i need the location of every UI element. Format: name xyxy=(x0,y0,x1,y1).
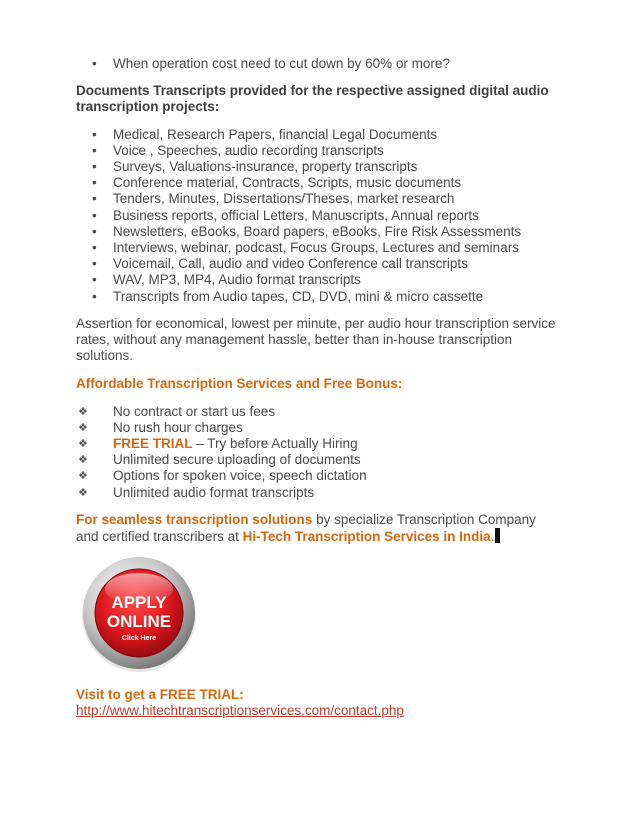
seamless-middle-text: by specialize Transcription Company and certified transcribers at xyxy=(76,511,536,545)
list-item-text: Surveys, Valuations-insurance, property transcripts xyxy=(113,159,418,175)
list-item-text: Business reports, official Letters, Manuscripts, Annual reports xyxy=(113,207,479,223)
bonus-item-text: No rush hour charges xyxy=(113,419,243,435)
list-item-text: Transcripts from Audio tapes, CD, DVD, mini & micro cassette xyxy=(113,288,484,304)
bonus-item xyxy=(76,452,556,468)
list-item xyxy=(76,240,556,256)
bullet-icon: • xyxy=(92,126,97,142)
bullet-icon: • xyxy=(92,240,97,256)
list-item xyxy=(76,127,556,143)
link-line xyxy=(76,703,556,719)
list-item-text: When operation cost need to cut down by 60% or more? xyxy=(113,56,450,71)
diamond-bullet-icon: ❖ xyxy=(78,405,88,418)
seamless-paragraph xyxy=(76,512,556,545)
bullet-icon: • xyxy=(92,56,97,71)
documents-bullet-list xyxy=(76,127,556,305)
bullet-icon: • xyxy=(92,207,97,223)
documents-heading: Documents Transcripts provided for the respective assigned digital audio transcription projects: xyxy=(76,83,549,115)
list-item xyxy=(76,272,556,288)
list-item xyxy=(76,143,556,159)
list-item xyxy=(76,256,556,272)
diamond-bullet-icon: ❖ xyxy=(78,486,88,499)
bonus-item xyxy=(76,404,556,420)
list-item xyxy=(76,208,556,224)
bonus-item-text: Options for spoken voice, speech dictation xyxy=(113,468,367,484)
bonus-item-text: Unlimited secure uploading of documents xyxy=(113,452,361,468)
list-item xyxy=(76,191,556,207)
click-here-text: Click Here xyxy=(121,635,157,643)
bonus-item xyxy=(76,436,556,452)
bullet-icon: • xyxy=(92,272,97,288)
contact-link[interactable]: http://www.hitechtranscriptionservices.com/contact.php xyxy=(76,703,404,719)
list-item-text: Medical, Research Papers, financial Legal Documents xyxy=(113,126,438,142)
document-page xyxy=(76,56,556,720)
bonus-item xyxy=(76,420,556,436)
diamond-bullet-icon: ❖ xyxy=(78,470,88,483)
bullet-icon: • xyxy=(92,256,97,272)
bonus-item xyxy=(76,485,556,501)
assertion-paragraph: Assertion for economical, lowest per minute, per audio hour transcription service rates, without any management hassle, better than in-house transcription solutions. xyxy=(76,315,556,364)
list-item xyxy=(76,224,556,240)
list-item-text: Newsletters, eBooks, Board papers, eBooks, Fire Risk Assessments xyxy=(113,223,522,239)
bonus-item-text: Unlimited audio format transcripts xyxy=(113,484,315,500)
bullet-icon: • xyxy=(92,191,97,207)
list-item-text: WAV, MP3, MP4, Audio format transcripts xyxy=(113,272,361,288)
seamless-end: . xyxy=(490,529,495,545)
seamless-bold-text: For seamless transcription solutions xyxy=(76,511,313,527)
list-item-text: Interviews, webinar, podcast, Focus Groups, Lectures and seminars xyxy=(113,240,519,256)
bullet-icon: • xyxy=(92,142,97,158)
list-item xyxy=(76,289,556,305)
online-text: ONLINE xyxy=(106,612,172,632)
list-item-text: Voicemail, Call, audio and video Conference call transcripts xyxy=(113,256,468,272)
bonus-item xyxy=(76,468,556,484)
list-item-text: Conference material, Contracts, Scripts, music documents xyxy=(113,175,462,191)
bonus-item-text: No contract or start us fees xyxy=(113,403,276,419)
free-trial-label: FREE TRIAL xyxy=(113,436,193,452)
apply-online-button[interactable] xyxy=(79,553,199,673)
bonus-item-text: – Try before Actually Hiring xyxy=(192,436,358,452)
list-item xyxy=(76,175,556,191)
top-bullet-list xyxy=(76,56,556,72)
diamond-bullet-icon: ❖ xyxy=(78,421,88,434)
apply-button-graphic[interactable] xyxy=(79,553,199,673)
company-name: Hi-Tech Transcription Services in India xyxy=(242,529,491,545)
bonus-list xyxy=(76,404,556,501)
list-item xyxy=(76,159,556,175)
apply-text: APPLY xyxy=(111,593,167,613)
list-item-text: Voice , Speeches, audio recording transcripts xyxy=(113,142,384,158)
bullet-icon: • xyxy=(92,223,97,239)
visit-label: Visit to get a FREE TRIAL: xyxy=(76,687,244,703)
diamond-bullet-icon: ❖ xyxy=(78,454,88,467)
diamond-bullet-icon: ❖ xyxy=(78,438,88,451)
text-cursor xyxy=(495,528,500,543)
list-item-text: Tenders, Minutes, Dissertations/Theses, market research xyxy=(113,191,455,207)
bullet-icon: • xyxy=(92,175,97,191)
bullet-icon: • xyxy=(92,159,97,175)
list-item xyxy=(76,56,556,72)
bonus-heading: Affordable Transcription Services and Free Bonus: xyxy=(76,376,403,392)
bullet-icon: • xyxy=(92,288,97,304)
